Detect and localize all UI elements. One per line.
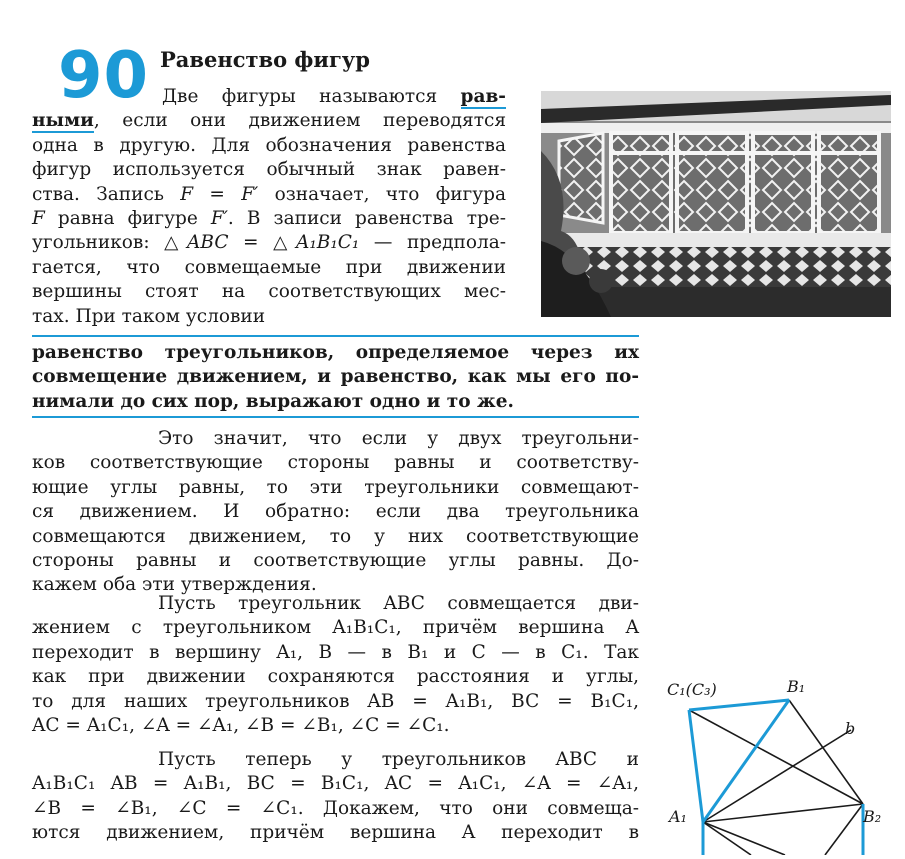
section-title: Равенство фигур xyxy=(160,47,370,72)
side-c1-b1 xyxy=(689,700,789,710)
side-c1-a1 xyxy=(689,710,703,822)
term-equal-cont: ными xyxy=(32,110,94,132)
theorem-statement: равенство треугольников, определяемое через их совмещение движением, и равенство, как мы его по- нимали до сих пор, выражают одно и то же. xyxy=(32,342,639,412)
theorem-bottom-rule xyxy=(32,416,639,418)
theorem-top-rule xyxy=(32,335,639,337)
term-equal: рав- xyxy=(460,86,506,107)
section-number: 90 xyxy=(58,39,150,113)
veranda-illustration xyxy=(541,91,891,317)
veranda-photo xyxy=(541,91,891,317)
label-c1c3: C₁(C₃) xyxy=(667,680,717,699)
figure-svg xyxy=(655,670,905,855)
line-c1-b2 xyxy=(689,710,863,804)
label-b1: B₁ xyxy=(787,677,806,696)
triangle-figure xyxy=(655,670,905,855)
line-b1-b2 xyxy=(789,700,863,804)
line-lower-2 xyxy=(825,804,863,855)
paragraph-proof-forward: Пусть треугольник ABC совмещается дви- жением с треугольником A₁B₁C₁, причём вершина A переходит в вершину A₁, B — в B₁ и C — в C₁. Так как при движении сохраняются расстояния и углы, то для наших треугольников AB = A₁B₁, BC = B₁C₁, AC = A₁C₁, ∠A = ∠A₁, ∠B = ∠B₁, ∠C = ∠C₁. xyxy=(32,593,639,737)
paragraph-meaning: Это значит, что если у двух треугольни- ков соответствующие стороны равны и соответству- ющие углы равны, то эти треугольники совмещают- ся движением. И обратно: если два треугольника совмещаются движением, то у них соответствующие стороны равны и соответствующие углы равны. До- кажем оба эти утверждения. xyxy=(32,428,639,596)
intro-paragraph: Две фигуры называются рав- ными, если они движением переводятся одна в другую. Для обозначения равенства фигур используется обычный знак равен- ства. Запись F = F′ означает, что фигура F равна фигуре F′. В записи равенства тре- угольников: △ABC = △A₁B₁C₁ — предпола- гается, что совмещаемые при движении вершины стоят на соответствующих мес- тах. При таком условии xyxy=(32,86,507,327)
side-a1-b1 xyxy=(703,700,789,822)
label-b2: B₂ xyxy=(863,807,882,826)
label-a1: A₁ xyxy=(669,807,687,826)
paragraph-proof-converse: Пусть теперь у треугольников ABC и A₁B₁C₁ AB = A₁B₁, BC = B₁C₁, AC = A₁C₁, ∠A = ∠A₁, ∠B = ∠B₁, ∠C = ∠C₁. Докажем, что они совмеща- ются движением, причём вершина A переходит в xyxy=(32,749,639,844)
label-b: b xyxy=(845,719,856,738)
